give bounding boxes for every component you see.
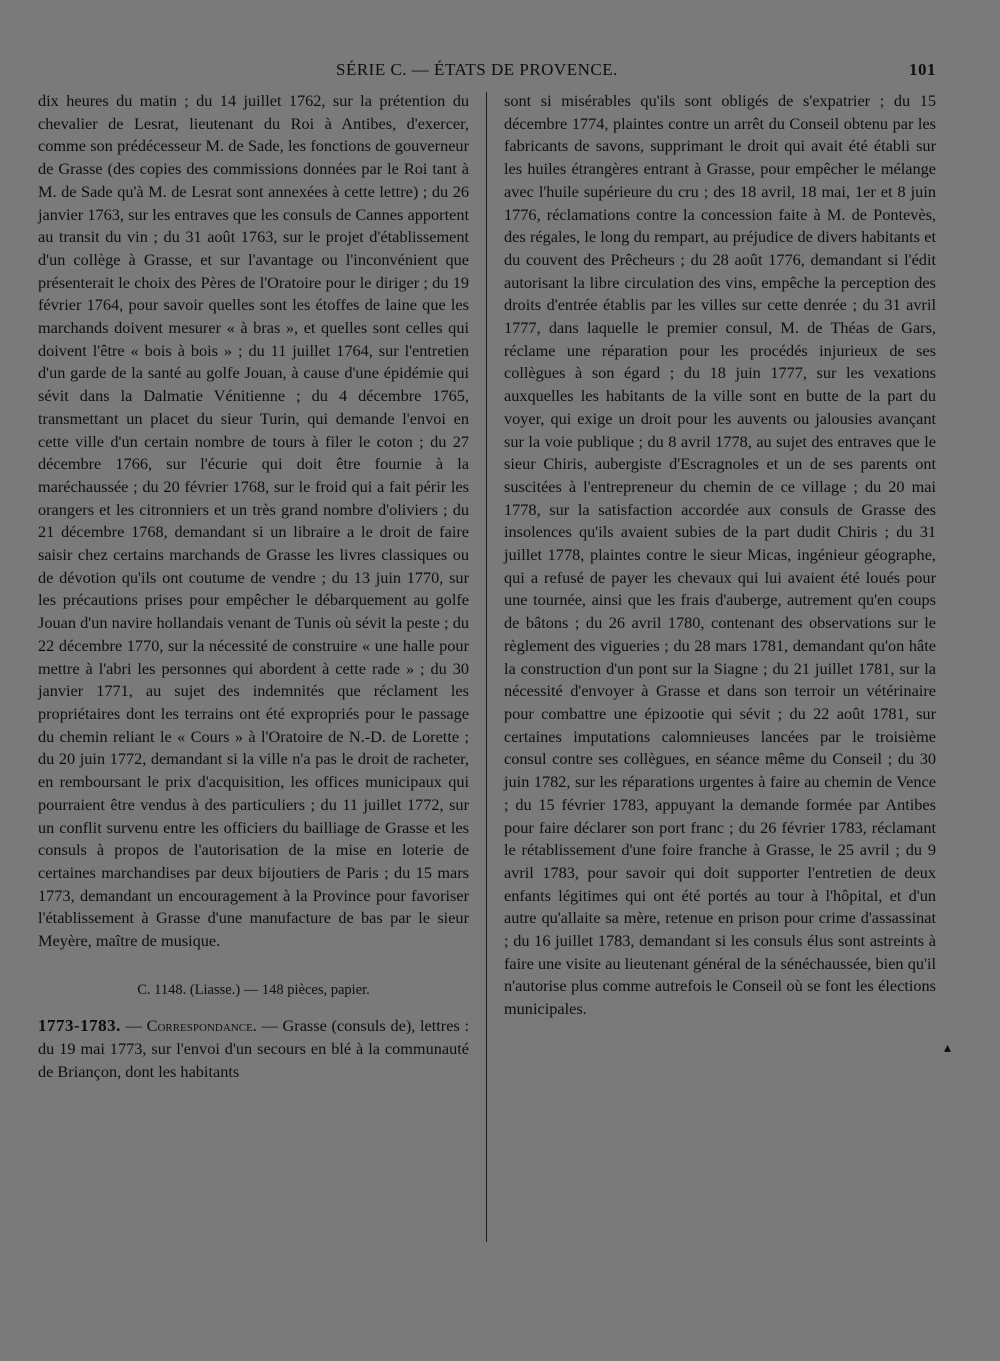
entry-date: 1773-1783. — [38, 1016, 121, 1036]
running-title: SÉRIE C. — ÉTATS DE PROVENCE. — [336, 60, 618, 79]
right-paragraph: sont si misérables qu'ils sont obligés de s'expatrier ; du 15 décembre 1774, plaintes contre un arrêt du Conseil obtenu par les fabricants de savons, supprimant le droit qui avait été établi sur les huiles étrangères entrant à Grasse, pour empêcher le mélange avec l'huile supérieure du cru ; des 18 avril, 18 mai, 1er et 8 juin 1776, réclamations contre la concession faite à M. de Pontevès, des régales, le long du rempart, au préjudice de divers habitants et du couvent des Prêcheurs ; du 28 août 1776, demandant si l'édit autorisant la libre circulation des vins, empêche la perception des droits d'entrée établis par les villes sur cette denrée ; du 31 avril 1777, dans laquelle le premier consul, M. de Théas de Gars, réclame une réparation pour les procédés injurieux de ses collègues à son égard ; du 18 juin 1777, sur les vexations auxquelles les habitants de la ville sont en butte de la part du voyer, qui exige un droit pour les auvents ou jalousies avançant sur la voie publique ; du 8 avril 1778, au sujet des entraves que le sieur Chiris, aubergiste d'Escragnoles et un de ses parents ont suscitées à l'entrepreneur du chemin de ce village ; du 20 mai 1778, sur la satisfaction accordée aux consuls de Grasse des insolences qu'ils avaient subies de la part dudit Chiris ; du 31 juillet 1778, plaintes contre le sieur Micas, ingénieur géographe, qui a refusé de payer les chevaux qui lui avaient été loués pour une tournée, ainsi que les frais d'auberge, autrement qu'en coups de bâtons ; du 26 avril 1780, contenant des observations sur le règlement des vigueries ; du 28 mars 1781, demandant qu'on hâte la construction d'un pont sur la Siagne ; du 21 juillet 1781, sur la nécessité d'envoyer à Grasse et dans son terroir un vétérinaire pour combattre une épizootie qui sévit ; du 22 août 1781, sur certaines imputations calomnieuses lancées par le troisième consul contre ses collègues, en séance même du Conseil ; du 30 juin 1782, sur les réparations urgentes à faire au chemin de Vence ; du 15 février 1783, appuyant la demande formée par Antibes pour faire déclarer son port franc ; du 26 février 1783, réclamant le rétablissement d'une foire franche à Grasse, le 25 avril ; du 9 avril 1783, pour savoir qui doit supporter l'entretien de deux enfants légitimes qui ont été portés au tour à l'hôpital, et d'un autre qu'allaite sa mère, retenue en prison pour crime d'assassinat ; du 16 juillet 1783, demandant si les consuls élus sont astreints à faire une visite au lieutenant général de la sénéchaussée, bien qu'il n'autorise plus comme autrefois le Conseil où se font les élections municipales. — [504, 91, 936, 1019]
left-paragraph: dix heures du matin ; du 14 juillet 1762, sur la prétention du chevalier de Lesrat, lieutenant du Roi à Antibes, d'exercer, comme son prédécesseur M. de Sade, les fonctions de gouverneur de Grasse (des copies des commissions données par le Roi tant à M. de Sade qu'à M. de Lesrat sont annexées à cette lettre) ; du 26 janvier 1763, sur les entraves que les consuls de Cannes apportent au transit du vin ; du 31 août 1763, sur le projet d'établissement d'un collège à Grasse, et sur l'avantage ou l'inconvénient que présenterait le choix des Pères de l'Oratoire pour le diriger ; du 19 février 1764, pour savoir quelles sont les étoffes de laine que les marchands doivent mesurer « à bras », et quelles sont celles qui doivent l'être « bois à bois » ; du 11 juillet 1764, sur l'entretien d'un garde de la santé au golfe Jouan, à cause d'une épidémie qui sévit dans la Dalmatie Vénitienne ; du 4 décembre 1765, transmettant un placet du sieur Turin, qui demande l'envoi en cette ville d'un certain nombre de tours à filer le coton ; du 27 décembre 1766, sur l'écurie qui doit être fournie à la maréchaussée ; du 20 février 1768, sur le froid qui a fait périr les orangers et les citronniers et un très grand nombre d'oliviers ; du 21 décembre 1768, demandant si un libraire a le droit de faire saisir chez certains marchands de Grasse les livres classiques ou de dévotion qu'ils ont coutume de vendre ; du 13 juin 1770, sur les précautions prises pour empêcher le débarquement au golfe Jouan d'un navire hollandais venant de Tunis où sévit la peste ; du 22 décembre 1770, sur la nécessité de construire « une halle pour mettre à l'abri les personnes qui abordent à cette rade » ; du 30 janvier 1771, au sujet des indemnités que réclament les propriétaires dont les terrains ont été expropriés pour le passage du chemin reliant le « Cours » à l'Oratoire de N.-D. de Lorette ; du 20 juin 1772, demandant si la ville n'a pas le droit de racheter, en remboursant le prix d'acquisition, les offices municipaux qui pourraient être vendus à des particuliers ; du 11 juillet 1772, sur un conflit survenu entre les officiers du bailliage de Grasse et les consuls à propos de l'autorisation de la mise en loterie de certaines marchandises par deux bijoutiers de Paris ; du 15 mars 1773, demandant un encouragement à la Province pour favoriser l'établissement à Grasse d'une manufacture de bas par le sieur Meyère, maître de musique. — [38, 91, 469, 951]
left-column — [38, 90, 469, 1084]
entry-paragraph — [38, 1015, 469, 1083]
page-number: 101 — [909, 60, 936, 79]
entry-type: Correspondance. — [146, 1016, 257, 1036]
entry-text: — Grasse (consuls de), lettres : du 19 mai 1773, sur l'envoi d'un secours en blé à la communauté de Briançon, dont les habitants — [38, 1016, 469, 1081]
column-divider — [486, 92, 487, 1242]
entry-separator: — — [125, 1016, 147, 1036]
right-column — [504, 90, 936, 1021]
margin-mark: ▴ — [944, 1040, 952, 1056]
page-header — [36, 60, 936, 84]
archive-note: C. 1148. (Liasse.) — 148 pièces, papier. — [137, 981, 370, 998]
